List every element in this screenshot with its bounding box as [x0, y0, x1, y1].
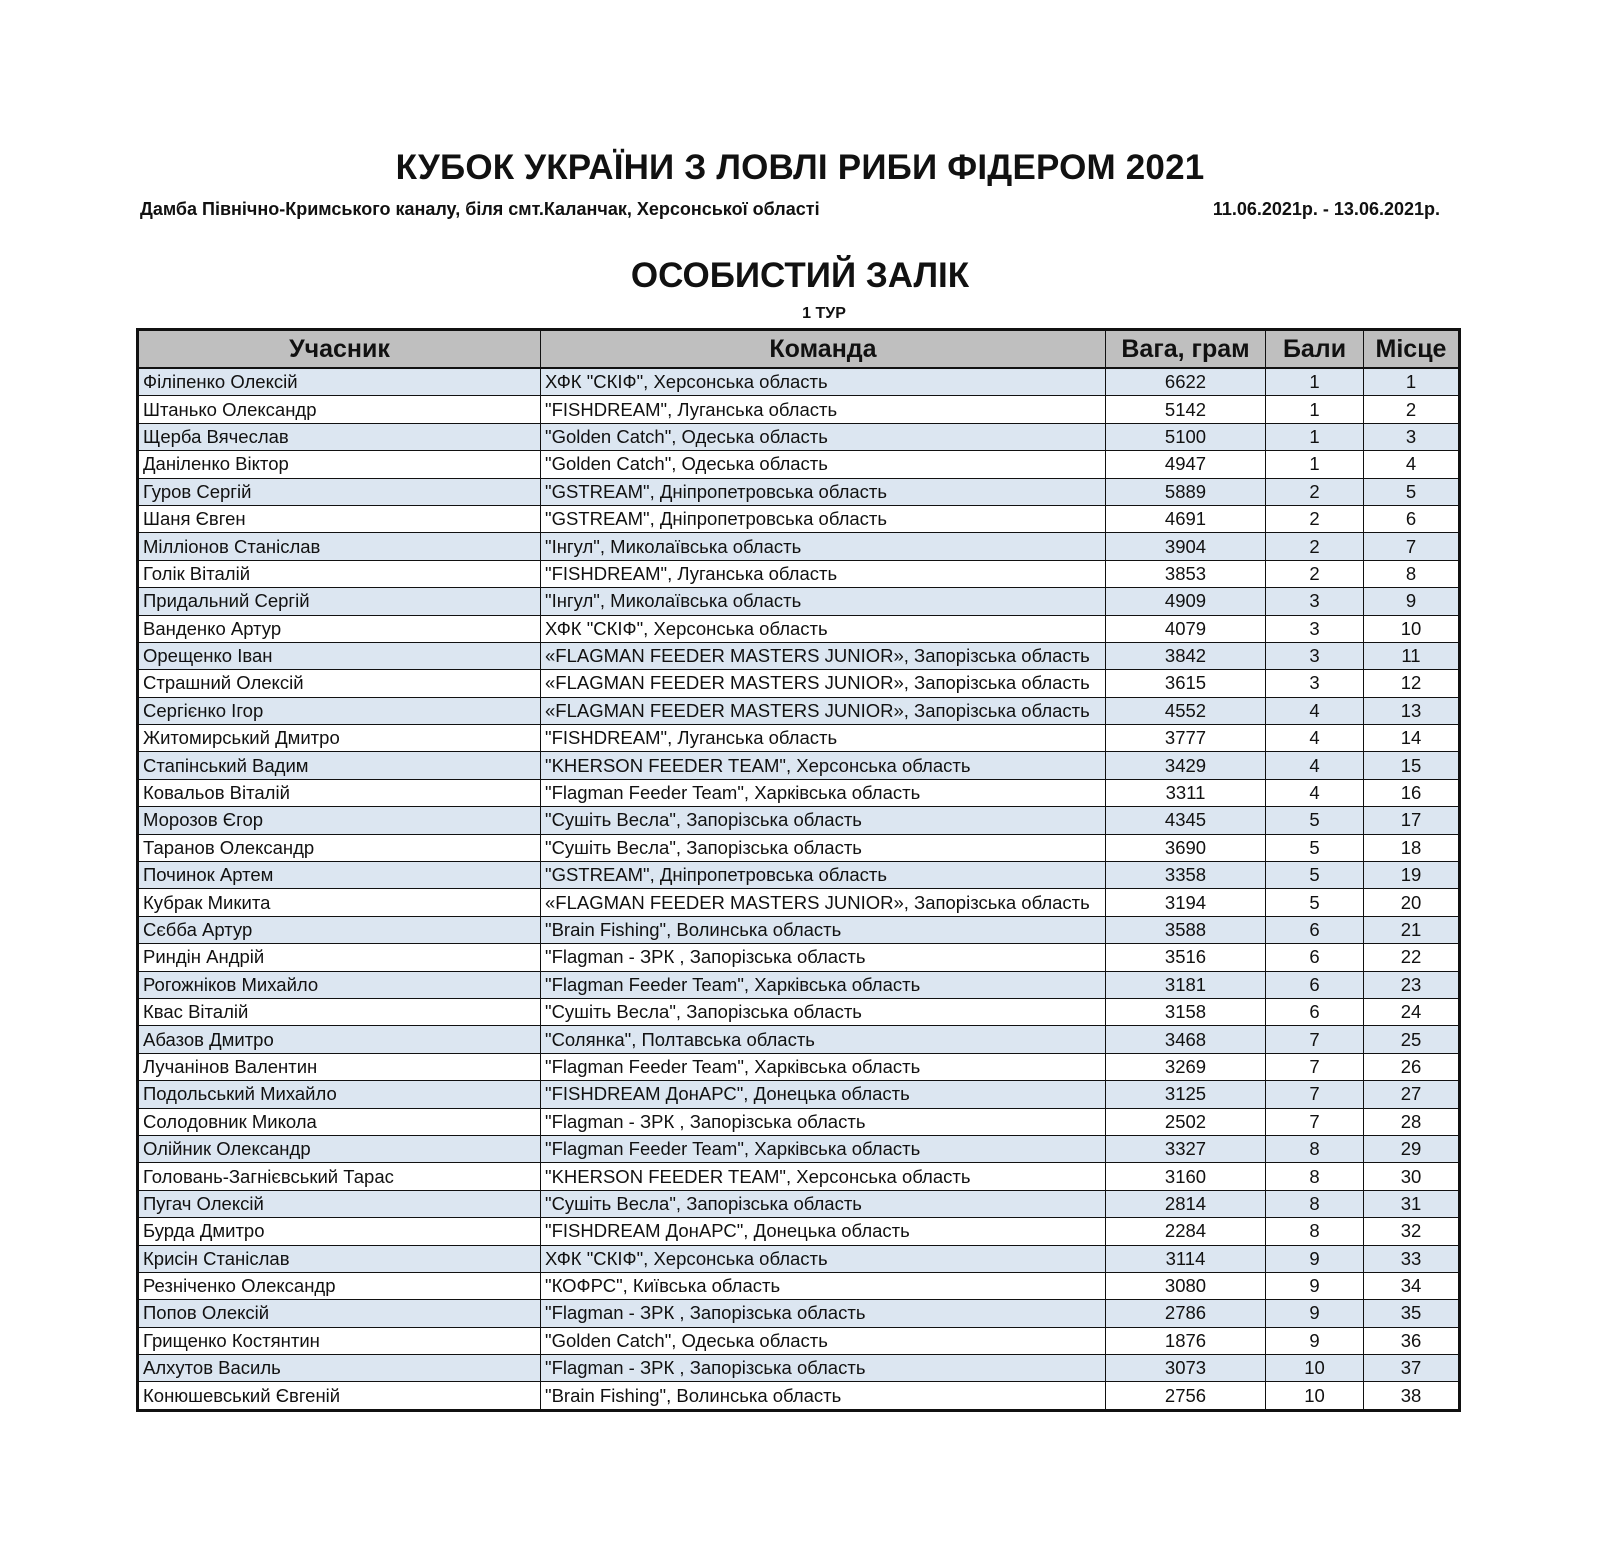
- team-cell: "Flagman Feeder Team", Харківська область: [541, 1135, 1106, 1162]
- place-cell: 13: [1364, 697, 1460, 724]
- participant-cell: Ванденко Артур: [138, 615, 541, 642]
- place-cell: 32: [1364, 1218, 1460, 1245]
- team-cell: ХФК "СКІФ", Херсонська область: [541, 615, 1106, 642]
- team-cell: "GSTREAM", Дніпропетровська область: [541, 505, 1106, 532]
- table-row: [138, 779, 1460, 806]
- place-cell: 8: [1364, 560, 1460, 587]
- team-cell: "FISHDREAM ДонАРС", Донецька область: [541, 1218, 1106, 1245]
- results-table: [136, 328, 1461, 1412]
- points-cell: 7: [1266, 1081, 1364, 1108]
- table-row: [138, 615, 1460, 642]
- team-cell: "Brain Fishing", Волинська область: [541, 1382, 1106, 1410]
- round-label: 1 ТУР: [802, 305, 846, 322]
- table-row: [138, 505, 1460, 532]
- weight-cell: 3158: [1106, 998, 1266, 1025]
- participant-cell: Попов Олексій: [138, 1300, 541, 1327]
- table-row: [138, 560, 1460, 587]
- participant-cell: Бурда Дмитро: [138, 1218, 541, 1245]
- weight-cell: 3516: [1106, 944, 1266, 971]
- points-cell: 1: [1266, 451, 1364, 478]
- table-row: [138, 862, 1460, 889]
- team-cell: "Flagman - ЗРК , Запорізська область: [541, 944, 1106, 971]
- place-cell: 34: [1364, 1272, 1460, 1299]
- weight-cell: 3468: [1106, 1026, 1266, 1053]
- table-row: [138, 1272, 1460, 1299]
- place-cell: 1: [1364, 368, 1460, 396]
- place-cell: 28: [1364, 1108, 1460, 1135]
- points-cell: 9: [1266, 1245, 1364, 1272]
- points-cell: 1: [1266, 396, 1364, 423]
- participant-cell: Алхутов Василь: [138, 1355, 541, 1382]
- participant-cell: Страшний Олексій: [138, 670, 541, 697]
- table-row: [138, 423, 1460, 450]
- points-cell: 6: [1266, 916, 1364, 943]
- weight-cell: 4691: [1106, 505, 1266, 532]
- points-cell: 5: [1266, 807, 1364, 834]
- place-cell: 11: [1364, 642, 1460, 669]
- points-cell: 10: [1266, 1355, 1364, 1382]
- team-cell: "Flagman Feeder Team", Харківська область: [541, 779, 1106, 806]
- table-row: [138, 1327, 1460, 1354]
- team-cell: "Інгул", Миколаївська область: [541, 588, 1106, 615]
- table-row: [138, 1355, 1460, 1382]
- place-cell: 3: [1364, 423, 1460, 450]
- table-row: [138, 1026, 1460, 1053]
- participant-cell: Таранов Олександр: [138, 834, 541, 861]
- participant-cell: Ковальов Віталій: [138, 779, 541, 806]
- weight-cell: 3615: [1106, 670, 1266, 697]
- weight-cell: 4552: [1106, 697, 1266, 724]
- weight-cell: 2502: [1106, 1108, 1266, 1135]
- place-cell: 5: [1364, 478, 1460, 505]
- table-row: [138, 478, 1460, 505]
- team-cell: "Flagman - ЗРК , Запорізська область: [541, 1108, 1106, 1135]
- results-body: [138, 368, 1460, 1410]
- points-cell: 1: [1266, 368, 1364, 396]
- table-row: [138, 1245, 1460, 1272]
- points-cell: 10: [1266, 1382, 1364, 1410]
- points-cell: 6: [1266, 944, 1364, 971]
- place-cell: 14: [1364, 725, 1460, 752]
- weight-cell: 4079: [1106, 615, 1266, 642]
- points-cell: 4: [1266, 725, 1364, 752]
- column-header-points: Бали: [1266, 330, 1364, 369]
- place-cell: 21: [1364, 916, 1460, 943]
- place-cell: 2: [1364, 396, 1460, 423]
- participant-cell: Пугач Олексій: [138, 1190, 541, 1217]
- weight-cell: 4909: [1106, 588, 1266, 615]
- weight-cell: 5142: [1106, 396, 1266, 423]
- participant-cell: Крисін Станіслав: [138, 1245, 541, 1272]
- place-cell: 4: [1364, 451, 1460, 478]
- table-row: [138, 1053, 1460, 1080]
- column-header-team: Команда: [541, 330, 1106, 369]
- place-cell: 20: [1364, 889, 1460, 916]
- table-row: [138, 834, 1460, 861]
- participant-cell: Морозов Єгор: [138, 807, 541, 834]
- participant-cell: Штанько Олександр: [138, 396, 541, 423]
- table-row: [138, 697, 1460, 724]
- team-cell: "Сушіть Весла", Запорізська область: [541, 998, 1106, 1025]
- participant-cell: Мілліонов Станіслав: [138, 533, 541, 560]
- weight-cell: 3073: [1106, 1355, 1266, 1382]
- points-cell: 8: [1266, 1190, 1364, 1217]
- table-row: [138, 807, 1460, 834]
- team-cell: ХФК "СКІФ", Херсонська область: [541, 368, 1106, 396]
- team-cell: "Сушіть Весла", Запорізська область: [541, 807, 1106, 834]
- points-cell: 9: [1266, 1300, 1364, 1327]
- place-cell: 12: [1364, 670, 1460, 697]
- weight-cell: 3194: [1106, 889, 1266, 916]
- place-cell: 35: [1364, 1300, 1460, 1327]
- table-row: [138, 642, 1460, 669]
- weight-cell: 3429: [1106, 752, 1266, 779]
- participant-cell: Подольський Михайло: [138, 1081, 541, 1108]
- points-cell: 4: [1266, 697, 1364, 724]
- participant-cell: Щерба Вячеслав: [138, 423, 541, 450]
- place-cell: 26: [1364, 1053, 1460, 1080]
- points-cell: 6: [1266, 971, 1364, 998]
- event-location: Дамба Північно-Кримського каналу, біля смт.Каланчак, Херсонської області: [140, 199, 820, 219]
- points-cell: 2: [1266, 478, 1364, 505]
- place-cell: 9: [1364, 588, 1460, 615]
- table-row: [138, 1163, 1460, 1190]
- team-cell: "Сушіть Весла", Запорізська область: [541, 1190, 1106, 1217]
- participant-cell: Даніленко Віктор: [138, 451, 541, 478]
- place-cell: 37: [1364, 1355, 1460, 1382]
- table-row: [138, 1190, 1460, 1217]
- participant-cell: Кубрак Микита: [138, 889, 541, 916]
- table-row: [138, 368, 1460, 396]
- place-cell: 24: [1364, 998, 1460, 1025]
- table-row: [138, 670, 1460, 697]
- weight-cell: 2284: [1106, 1218, 1266, 1245]
- table-row: [138, 533, 1460, 560]
- points-cell: 3: [1266, 615, 1364, 642]
- place-cell: 15: [1364, 752, 1460, 779]
- points-cell: 8: [1266, 1163, 1364, 1190]
- team-cell: «FLAGMAN FEEDER MASTERS JUNIOR», Запорізська область: [541, 670, 1106, 697]
- points-cell: 7: [1266, 1026, 1364, 1053]
- weight-cell: 3777: [1106, 725, 1266, 752]
- points-cell: 5: [1266, 834, 1364, 861]
- team-cell: "Flagman Feeder Team", Харківська область: [541, 971, 1106, 998]
- participant-cell: Шаня Євген: [138, 505, 541, 532]
- section-title: ОСОБИСТИЙ ЗАЛІК: [630, 256, 970, 295]
- participant-cell: Лучанінов Валентин: [138, 1053, 541, 1080]
- participant-cell: Орещенко Іван: [138, 642, 541, 669]
- weight-cell: 2814: [1106, 1190, 1266, 1217]
- table-row: [138, 944, 1460, 971]
- weight-cell: 5100: [1106, 423, 1266, 450]
- table-row: [138, 971, 1460, 998]
- weight-cell: 3690: [1106, 834, 1266, 861]
- weight-cell: 3904: [1106, 533, 1266, 560]
- team-cell: "Flagman - ЗРК , Запорізська область: [541, 1355, 1106, 1382]
- team-cell: "FISHDREAM", Луганська область: [541, 396, 1106, 423]
- team-cell: "FISHDREAM ДонАРС", Донецька область: [541, 1081, 1106, 1108]
- team-cell: "KHERSON FEEDER TEAM", Херсонська область: [541, 1163, 1106, 1190]
- participant-cell: Конюшевський Євгеній: [138, 1382, 541, 1410]
- team-cell: "Flagman - ЗРК , Запорізська область: [541, 1300, 1106, 1327]
- weight-cell: 3311: [1106, 779, 1266, 806]
- weight-cell: 2786: [1106, 1300, 1266, 1327]
- points-cell: 3: [1266, 642, 1364, 669]
- participant-cell: Резніченко Олександр: [138, 1272, 541, 1299]
- points-cell: 2: [1266, 560, 1364, 587]
- team-cell: "КОФРС", Київська область: [541, 1272, 1106, 1299]
- points-cell: 8: [1266, 1135, 1364, 1162]
- weight-cell: 4947: [1106, 451, 1266, 478]
- participant-cell: Головань-Загнієвський Тарас: [138, 1163, 541, 1190]
- team-cell: "FISHDREAM", Луганська область: [541, 725, 1106, 752]
- weight-cell: 4345: [1106, 807, 1266, 834]
- weight-cell: 3269: [1106, 1053, 1266, 1080]
- place-cell: 10: [1364, 615, 1460, 642]
- points-cell: 9: [1266, 1327, 1364, 1354]
- team-cell: "Golden Catch", Одеська область: [541, 451, 1106, 478]
- weight-cell: 3125: [1106, 1081, 1266, 1108]
- participant-cell: Олійник Олександр: [138, 1135, 541, 1162]
- team-cell: ХФК "СКІФ", Херсонська область: [541, 1245, 1106, 1272]
- points-cell: 7: [1266, 1108, 1364, 1135]
- place-cell: 25: [1364, 1026, 1460, 1053]
- place-cell: 38: [1364, 1382, 1460, 1410]
- place-cell: 36: [1364, 1327, 1460, 1354]
- weight-cell: 3358: [1106, 862, 1266, 889]
- weight-cell: 3853: [1106, 560, 1266, 587]
- weight-cell: 3114: [1106, 1245, 1266, 1272]
- team-cell: "KHERSON FEEDER TEAM", Херсонська область: [541, 752, 1106, 779]
- place-cell: 23: [1364, 971, 1460, 998]
- place-cell: 19: [1364, 862, 1460, 889]
- points-cell: 4: [1266, 779, 1364, 806]
- participant-cell: Абазов Дмитро: [138, 1026, 541, 1053]
- team-cell: "Flagman Feeder Team", Харківська область: [541, 1053, 1106, 1080]
- weight-cell: 1876: [1106, 1327, 1266, 1354]
- place-cell: 33: [1364, 1245, 1460, 1272]
- table-row: [138, 1218, 1460, 1245]
- points-cell: 1: [1266, 423, 1364, 450]
- participant-cell: Стапінський Вадим: [138, 752, 541, 779]
- event-dates: 11.06.2021р. - 13.06.2021р.: [1212, 199, 1440, 219]
- weight-cell: 3181: [1106, 971, 1266, 998]
- weight-cell: 3080: [1106, 1272, 1266, 1299]
- points-cell: 5: [1266, 862, 1364, 889]
- place-cell: 18: [1364, 834, 1460, 861]
- participant-cell: Рогожніков Михайло: [138, 971, 541, 998]
- place-cell: 27: [1364, 1081, 1460, 1108]
- table-row: [138, 1081, 1460, 1108]
- points-cell: 6: [1266, 998, 1364, 1025]
- team-cell: "Brain Fishing", Волинська область: [541, 916, 1106, 943]
- team-cell: "GSTREAM", Дніпропетровська область: [541, 478, 1106, 505]
- place-cell: 30: [1364, 1163, 1460, 1190]
- points-cell: 3: [1266, 670, 1364, 697]
- team-cell: «FLAGMAN FEEDER MASTERS JUNIOR», Запорізська область: [541, 889, 1106, 916]
- table-row: [138, 1300, 1460, 1327]
- column-header-weight: Вага, грам: [1106, 330, 1266, 369]
- table-row: [138, 752, 1460, 779]
- participant-cell: Придальний Сергій: [138, 588, 541, 615]
- team-cell: "GSTREAM", Дніпропетровська область: [541, 862, 1106, 889]
- participant-cell: Житомирський Дмитро: [138, 725, 541, 752]
- place-cell: 7: [1364, 533, 1460, 560]
- table-row: [138, 725, 1460, 752]
- column-header-place: Місце: [1364, 330, 1460, 369]
- table-row: [138, 588, 1460, 615]
- participant-cell: Сєбба Артур: [138, 916, 541, 943]
- place-cell: 6: [1364, 505, 1460, 532]
- place-cell: 16: [1364, 779, 1460, 806]
- participant-cell: Квас Віталій: [138, 998, 541, 1025]
- table-header-row: [138, 330, 1460, 369]
- weight-cell: 3160: [1106, 1163, 1266, 1190]
- weight-cell: 3588: [1106, 916, 1266, 943]
- participant-cell: Сергієнко Ігор: [138, 697, 541, 724]
- participant-cell: Голік Віталій: [138, 560, 541, 587]
- page-title: КУБОК УКРАЇНИ З ЛОВЛІ РИБИ ФІДЕРОМ 2021: [395, 148, 1205, 187]
- team-cell: "Golden Catch", Одеська область: [541, 423, 1106, 450]
- weight-cell: 5889: [1106, 478, 1266, 505]
- points-cell: 2: [1266, 533, 1364, 560]
- participant-cell: Риндін Андрій: [138, 944, 541, 971]
- weight-cell: 3327: [1106, 1135, 1266, 1162]
- points-cell: 4: [1266, 752, 1364, 779]
- table-row: [138, 451, 1460, 478]
- weight-cell: 2756: [1106, 1382, 1266, 1410]
- points-cell: 8: [1266, 1218, 1364, 1245]
- points-cell: 5: [1266, 889, 1364, 916]
- table-row: [138, 1382, 1460, 1410]
- place-cell: 17: [1364, 807, 1460, 834]
- place-cell: 29: [1364, 1135, 1460, 1162]
- participant-cell: Грищенко Костянтин: [138, 1327, 541, 1354]
- points-cell: 9: [1266, 1272, 1364, 1299]
- weight-cell: 6622: [1106, 368, 1266, 396]
- place-cell: 22: [1364, 944, 1460, 971]
- table-row: [138, 998, 1460, 1025]
- place-cell: 31: [1364, 1190, 1460, 1217]
- points-cell: 7: [1266, 1053, 1364, 1080]
- participant-cell: Солодовник Микола: [138, 1108, 541, 1135]
- team-cell: «FLAGMAN FEEDER MASTERS JUNIOR», Запорізська область: [541, 642, 1106, 669]
- weight-cell: 3842: [1106, 642, 1266, 669]
- team-cell: «FLAGMAN FEEDER MASTERS JUNIOR», Запорізська область: [541, 697, 1106, 724]
- points-cell: 2: [1266, 505, 1364, 532]
- table-row: [138, 916, 1460, 943]
- participant-cell: Гуров Сергій: [138, 478, 541, 505]
- table-row: [138, 1108, 1460, 1135]
- participant-cell: Філіпенко Олексій: [138, 368, 541, 396]
- participant-cell: Починок Артем: [138, 862, 541, 889]
- table-row: [138, 1135, 1460, 1162]
- column-header-participant: Учасник: [138, 330, 541, 369]
- table-row: [138, 396, 1460, 423]
- table-row: [138, 889, 1460, 916]
- team-cell: "Golden Catch", Одеська область: [541, 1327, 1106, 1354]
- team-cell: "Солянка", Полтавська область: [541, 1026, 1106, 1053]
- points-cell: 3: [1266, 588, 1364, 615]
- team-cell: "FISHDREAM", Луганська область: [541, 560, 1106, 587]
- team-cell: "Сушіть Весла", Запорізська область: [541, 834, 1106, 861]
- team-cell: "Інгул", Миколаївська область: [541, 533, 1106, 560]
